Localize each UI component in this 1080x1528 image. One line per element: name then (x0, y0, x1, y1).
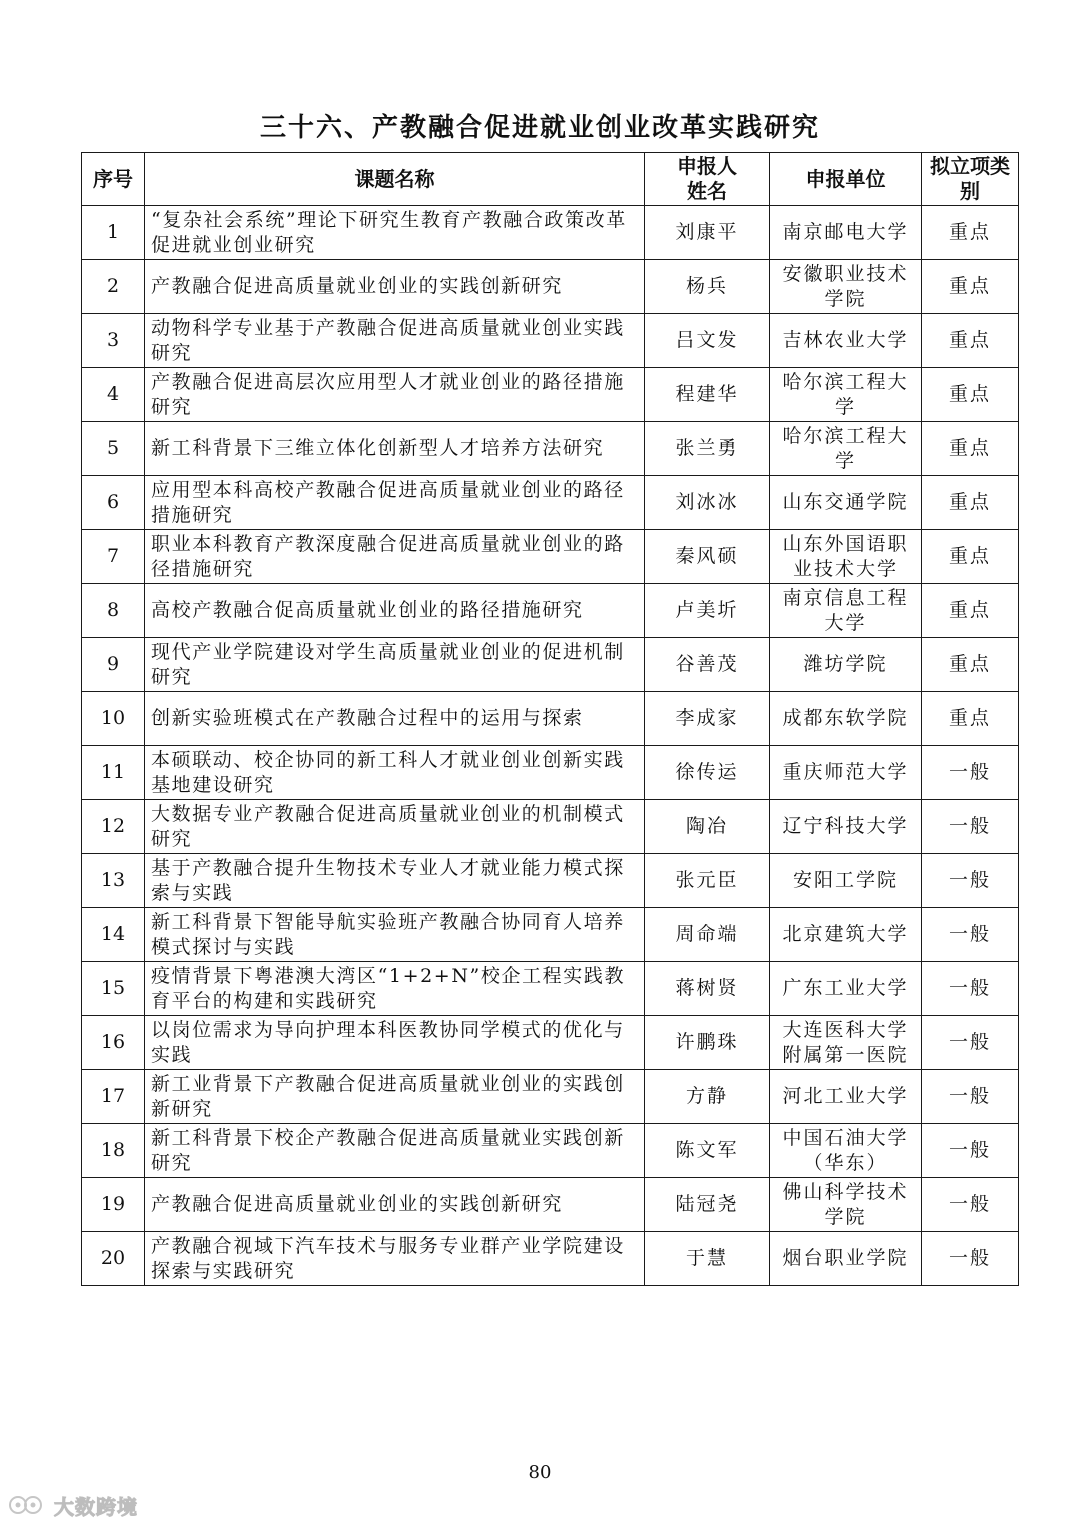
row-number: 1 (82, 206, 145, 260)
row-number: 4 (82, 368, 145, 422)
row-number: 7 (82, 530, 145, 584)
table-row (82, 1178, 1019, 1232)
project-category: 一般 (922, 908, 1019, 962)
watermark (8, 1490, 138, 1520)
header-category (922, 153, 1019, 206)
applicant-name: 方静 (645, 1070, 770, 1124)
header-no: 序号 (82, 153, 145, 206)
table-row (82, 638, 1019, 692)
applicant-unit: 河北工业大学 (770, 1070, 922, 1124)
table-row (82, 746, 1019, 800)
table-row (82, 206, 1019, 260)
header-applicant-label: 申报人姓名 (677, 154, 737, 203)
project-category: 重点 (922, 530, 1019, 584)
project-category: 重点 (922, 476, 1019, 530)
applicant-unit: 山东交通学院 (770, 476, 922, 530)
applicant-unit: 佛山科学技术学院 (770, 1178, 922, 1232)
row-number: 10 (82, 692, 145, 746)
applicant-unit: 中国石油大学（华东） (770, 1124, 922, 1178)
project-title: 产教融合促进高层次应用型人才就业创业的路径措施研究 (145, 368, 645, 422)
row-number: 13 (82, 854, 145, 908)
project-category: 重点 (922, 422, 1019, 476)
table-row (82, 962, 1019, 1016)
applicant-unit: 潍坊学院 (770, 638, 922, 692)
row-number: 16 (82, 1016, 145, 1070)
applicant-unit: 吉林农业大学 (770, 314, 922, 368)
project-table (81, 152, 1019, 1286)
applicant-name: 刘冰冰 (645, 476, 770, 530)
applicant-unit: 重庆师范大学 (770, 746, 922, 800)
project-title: 基于产教融合提升生物技术专业人才就业能力模式探索与实践 (145, 854, 645, 908)
project-category: 一般 (922, 746, 1019, 800)
header-unit: 申报单位 (770, 153, 922, 206)
project-category: 重点 (922, 368, 1019, 422)
applicant-unit: 大连医科大学附属第一医院 (770, 1016, 922, 1070)
project-category: 一般 (922, 1016, 1019, 1070)
table-row (82, 1070, 1019, 1124)
row-number: 3 (82, 314, 145, 368)
table-row (82, 908, 1019, 962)
row-number: 17 (82, 1070, 145, 1124)
project-category: 一般 (922, 1178, 1019, 1232)
project-category: 重点 (922, 260, 1019, 314)
applicant-name: 刘康平 (645, 206, 770, 260)
project-title: 职业本科教育产教深度融合促进高质量就业创业的路径措施研究 (145, 530, 645, 584)
project-title: 现代产业学院建设对学生高质量就业创业的促进机制研究 (145, 638, 645, 692)
table-row (82, 314, 1019, 368)
project-title: 新工业背景下产教融合促进高质量就业创业的实践创新研究 (145, 1070, 645, 1124)
project-title: 应用型本科高校产教融合促进高质量就业创业的路径措施研究 (145, 476, 645, 530)
row-number: 19 (82, 1178, 145, 1232)
project-category: 重点 (922, 692, 1019, 746)
watermark-text: 大数跨境 (54, 1494, 138, 1519)
applicant-unit: 安阳工学院 (770, 854, 922, 908)
table-row (82, 368, 1019, 422)
applicant-unit: 哈尔滨工程大学 (770, 368, 922, 422)
row-number: 18 (82, 1124, 145, 1178)
applicant-unit: 辽宁科技大学 (770, 800, 922, 854)
table-row (82, 260, 1019, 314)
row-number: 20 (82, 1232, 145, 1286)
project-title: 产教融合促进高质量就业创业的实践创新研究 (145, 260, 645, 314)
row-number: 9 (82, 638, 145, 692)
project-category: 重点 (922, 584, 1019, 638)
project-title: 疫情背景下粤港澳大湾区“1+2+N”校企工程实践教育平台的构建和实践研究 (145, 962, 645, 1016)
applicant-name: 杨兵 (645, 260, 770, 314)
header-category-label: 拟立项类别 (930, 154, 1010, 203)
project-category: 重点 (922, 638, 1019, 692)
project-title: 新工科背景下校企产教融合促进高质量就业实践创新研究 (145, 1124, 645, 1178)
applicant-name: 陆冠尧 (645, 1178, 770, 1232)
project-category: 重点 (922, 206, 1019, 260)
applicant-unit: 南京邮电大学 (770, 206, 922, 260)
project-title: 创新实验班模式在产教融合过程中的运用与探索 (145, 692, 645, 746)
applicant-unit: 北京建筑大学 (770, 908, 922, 962)
row-number: 12 (82, 800, 145, 854)
project-title: “复杂社会系统”理论下研究生教育产教融合政策改革促进就业创业研究 (145, 206, 645, 260)
row-number: 8 (82, 584, 145, 638)
applicant-name: 吕文发 (645, 314, 770, 368)
row-number: 2 (82, 260, 145, 314)
applicant-unit: 哈尔滨工程大学 (770, 422, 922, 476)
project-category: 一般 (922, 1124, 1019, 1178)
applicant-name: 陶冶 (645, 800, 770, 854)
header-title: 课题名称 (145, 153, 645, 206)
project-category: 一般 (922, 1070, 1019, 1124)
project-title: 新工科背景下三维立体化创新型人才培养方法研究 (145, 422, 645, 476)
page-number: 80 (528, 1462, 552, 1483)
project-category: 一般 (922, 854, 1019, 908)
table-row (82, 422, 1019, 476)
row-number: 14 (82, 908, 145, 962)
project-title: 产教融合视域下汽车技术与服务专业群产业学院建设探索与实践研究 (145, 1232, 645, 1286)
row-number: 5 (82, 422, 145, 476)
applicant-name: 谷善茂 (645, 638, 770, 692)
project-category: 重点 (922, 314, 1019, 368)
project-title: 高校产教融合促高质量就业创业的路径措施研究 (145, 584, 645, 638)
table-row (82, 854, 1019, 908)
applicant-name: 许鹏珠 (645, 1016, 770, 1070)
project-title: 动物科学专业基于产教融合促进高质量就业创业实践研究 (145, 314, 645, 368)
applicant-unit: 安徽职业技术学院 (770, 260, 922, 314)
project-category: 一般 (922, 800, 1019, 854)
header-applicant (645, 153, 770, 206)
table-row (82, 1016, 1019, 1070)
applicant-unit: 烟台职业学院 (770, 1232, 922, 1286)
applicant-name: 蒋树贤 (645, 962, 770, 1016)
project-title: 大数据专业产教融合促进高质量就业创业的机制模式研究 (145, 800, 645, 854)
applicant-name: 张元臣 (645, 854, 770, 908)
applicant-name: 于慧 (645, 1232, 770, 1286)
project-title: 新工科背景下智能导航实验班产教融合协同育人培养模式探讨与实践 (145, 908, 645, 962)
row-number: 11 (82, 746, 145, 800)
page-title: 三十六、产教融合促进就业创业改革实践研究 (259, 113, 820, 143)
row-number: 15 (82, 962, 145, 1016)
applicant-name: 张兰勇 (645, 422, 770, 476)
table-row (82, 800, 1019, 854)
applicant-name: 李成家 (645, 692, 770, 746)
row-number: 6 (82, 476, 145, 530)
applicant-unit: 成都东软学院 (770, 692, 922, 746)
table-header-row (82, 153, 1019, 206)
project-title: 以岗位需求为导向护理本科医教协同学模式的优化与实践 (145, 1016, 645, 1070)
table-row (82, 692, 1019, 746)
applicant-unit: 山东外国语职业技术大学 (770, 530, 922, 584)
applicant-unit: 南京信息工程大学 (770, 584, 922, 638)
project-category: 一般 (922, 962, 1019, 1016)
applicant-name: 陈文军 (645, 1124, 770, 1178)
project-title: 产教融合促进高质量就业创业的实践创新研究 (145, 1178, 645, 1232)
applicant-name: 程建华 (645, 368, 770, 422)
table-row (82, 476, 1019, 530)
applicant-name: 徐传运 (645, 746, 770, 800)
table-body (82, 206, 1019, 1286)
table-row (82, 584, 1019, 638)
project-category: 一般 (922, 1232, 1019, 1286)
table-row (82, 1124, 1019, 1178)
project-title: 本硕联动、校企协同的新工科人才就业创业创新实践基地建设研究 (145, 746, 645, 800)
applicant-unit: 广东工业大学 (770, 962, 922, 1016)
table-row (82, 530, 1019, 584)
table-row (82, 1232, 1019, 1286)
applicant-name: 周命端 (645, 908, 770, 962)
applicant-name: 卢美圻 (645, 584, 770, 638)
applicant-name: 秦风硕 (645, 530, 770, 584)
brand-logo-icon (8, 1493, 48, 1517)
